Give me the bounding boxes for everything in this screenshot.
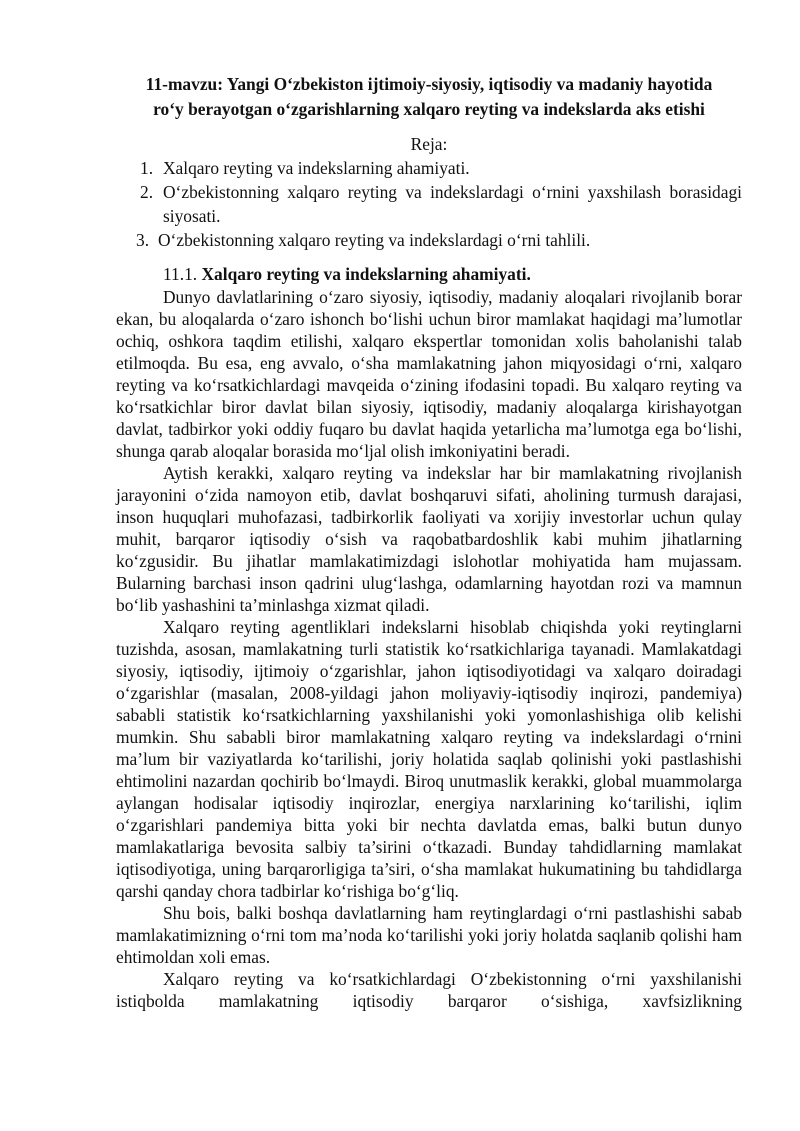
document-page <box>116 72 742 1012</box>
plan-item <box>116 180 742 228</box>
section-heading <box>116 262 742 286</box>
plan-item-text: O‘zbekistonning xalqaro reyting va indekslardagi o‘rni tahlili. <box>158 230 591 250</box>
body-paragraph: Xalqaro reyting agentliklari indekslarni hisoblab chiqishda yoki reytinglarni tuzishda, asosan, mamlakatning turli statistik ko‘rsatkichlariga tayanadi. Mamlakatdagi siyosiy, iqtisodiy, ijtimoiy o‘zgarishlar, jahon iqtisodiyotidagi va xalqaro doiradagi o‘zgarishlar (masalan, 2008-yildagi jahon moliyaviy-iqtisodiy inqirozi, pandemiya) sababli statistik ko‘rsatkichlarning yaxshilanishi yoki yomonlashishiga olib kelishi mumkin. Shu sababli biror mamlakatning xalqaro reyting va indekslardagi o‘rnini ma’lum bir vaziyatlarda ko‘tarilishi, joriy holatida saqlab qolinishi yoki pastlashishi ehtimolini nazardan qochirib bo‘lmaydi. Biroq unutmaslik kerakki, global muammolarga aylangan hodisalar iqtisodiy inqirozlar, energiya narxlarining ko‘tarilishi, iqlim o‘zgarishlari pandemiya bitta yoki bir nechta davlatda emas, balki butun dunyo mamlakatlariga bevosita salbiy ta’sirini o‘tkazadi. Bunday tahdidlarning mamlakat iqtisodiyotiga, uning barqarorligiga ta’siri, o‘sha mamlakat hukumatining bu tahdidlarga qarshi qanday chora tadbirlar ko‘rishiga bo‘g‘liq. <box>116 617 742 901</box>
plan-item-number: 3. <box>136 230 150 250</box>
body-paragraph: Aytish kerakki, xalqaro reyting va indekslar har bir mamlakatning rivojlanish jarayonini o‘zida namoyon etib, davlat boshqaruvi sifati, aholining turmush darajasi, inson huquqlari muhofazasi, tadbirkorlik faoliyati va xorijiy investorlar uchun qulay muhit, barqaror iqtisodiy o‘sish va raqobatbardoshlik kabi muhim jihatlarning ko‘zgusidir. Bu jihatlar mamlakatimizdagi islohotlar mohiyatida ham mujassam. Bularning barchasi inson qadrini ulug‘lashga, odamlarning hayotdan rozi va mamnun bo‘lib yashashini ta’minlashga xizmat qiladi. <box>116 463 742 615</box>
plan-item-text: O‘zbekistonning xalqaro reyting va indekslardagi o‘rnini yaxshilash borasidagi siyosati. <box>163 182 742 226</box>
plan-item-number: 1. <box>140 158 154 178</box>
section-title: Xalqaro reyting va indekslarning ahamiyati. <box>201 264 531 284</box>
plan-item <box>116 228 742 252</box>
plan-list <box>116 156 742 252</box>
body-paragraph: Shu bois, balki boshqa davlatlarning ham reytinglardagi o‘rni pastlashishi sabab mamlakatimizning o‘rni tom ma’noda ko‘tarilishi yoki joriy holatda saqlanib qolishi ham ehtimoldan xoli emas. <box>116 903 742 967</box>
plan-item-number: 2. <box>140 182 154 202</box>
document-title <box>116 72 742 122</box>
body-paragraph: Dunyo davlatlarining o‘zaro siyosiy, iqtisodiy, madaniy aloqalari rivojlanib borar ekan, bu aloqalarda o‘zaro ishonch bo‘lishi uchun biror mamlakat haqidagi ma’lumotlar ochiq, oshkora taqdim etilishi, xalqaro ekspertlar tomonidan xolis baholanishi talab etilmoqda. Bu esa, eng avvalo, o‘sha mamlakatning jahon miqyosidagi o‘rni, xalqaro reyting va ko‘rsatkichlardagi mavqeida o‘zining ifodasini topadi. Bu xalqaro reyting va ko‘rsatkichlar biror davlat bilan siyosiy, iqtisodiy, madaniy aloqalarga kirishayotgan davlat, tadbirkor yoki oddiy fuqaro bu davlat haqida yetarlicha ma’lumotga ega bo‘lishi, shunga qarab aloqalar borasida mo‘ljal olish imkoniyatini beradi. <box>116 287 742 461</box>
title-line-1: 11-mavzu: Yangi O‘zbekiston ijtimoiy-siyosiy, iqtisodiy va madaniy hayotida <box>145 74 713 94</box>
plan-heading: Reja: <box>410 134 448 154</box>
section-number: 11.1. <box>163 264 198 284</box>
title-line-2: ro‘y berayotgan o‘zgarishlarning xalqaro reyting va indekslarda aks etishi <box>153 99 705 119</box>
plan-item <box>116 156 742 180</box>
plan-item-text: Xalqaro reyting va indekslarning ahamiyati. <box>163 158 470 178</box>
body-paragraph: Xalqaro reyting va ko‘rsatkichlardagi O‘zbekistonning o‘rni yaxshilanishi istiqbolda mamlakatning iqtisodiy barqaror o‘sishiga, xavfsizlikning <box>116 969 742 1011</box>
